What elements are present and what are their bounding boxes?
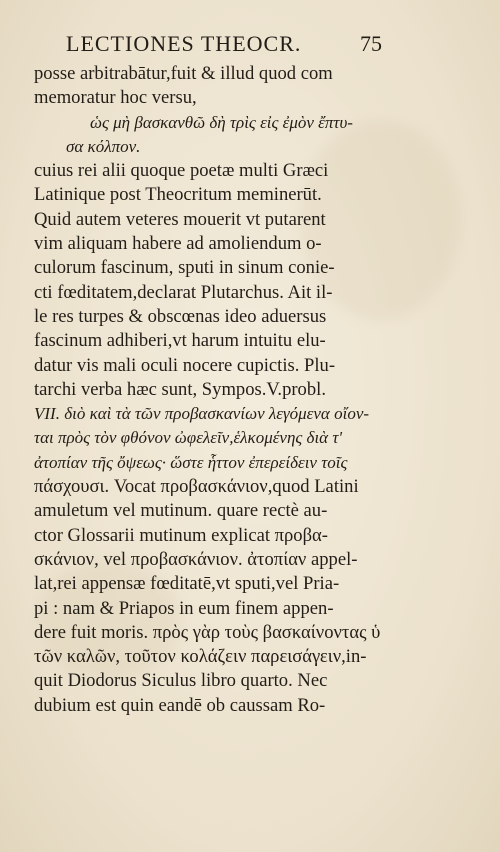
text-line: πάσχουσι. Vocat προβασκάνιον,quod Latini <box>34 476 359 498</box>
greek-quote-line: ται πρὸς τὸν φθόνον ὠφελεῖν,ἑλκομένης διὰ τ' <box>34 428 343 448</box>
text-line: dubium est quin eandē ob caussam Ro- <box>34 694 326 716</box>
text-line: Latinique post Theocritum meminerūt. <box>34 184 322 206</box>
text-line: cuius rei alii quoque poetæ multi Græci <box>34 160 329 182</box>
text-line: posse arbitrabātur,fuit & illud quod com <box>34 63 333 84</box>
text-line: ctor Glossarii mutinum explicat προβα- <box>34 524 328 546</box>
greek-quote-line: ἀτοπίαν τῆς ὄψεως· ὥστε ἧττον ἐπερείδειν τοῖς <box>34 452 348 472</box>
text-line: τῶν καλῶν, τοῦτον κολάζειν παρεισάγειν,in- <box>34 646 367 668</box>
text-line: tarchi verba hæc sunt, Sympos.V.probl. <box>34 378 326 400</box>
greek-verse-line: σα κόλπον. <box>66 136 141 156</box>
text-line: lat,rei appensæ fœditatē,vt sputi,vel Pria- <box>34 573 340 595</box>
text-line: culorum fascinum, sputi in sinum conie- <box>34 257 335 279</box>
greek-quote-line: VII. διὸ καὶ τὰ τῶν προβασκανίων λεγόμενα οἴον- <box>34 404 370 424</box>
text-line: amuletum vel mutinum. quare rectè au- <box>34 500 328 522</box>
text-line: quit Diodorus Siculus libro quarto. Nec <box>34 670 328 692</box>
text-line: dere fuit moris. πρὸς γὰρ τοὺς βασκαίνοντας ὑ <box>34 621 381 643</box>
text-line: fascinum adhiberi,vt harum intuitu elu- <box>34 330 326 352</box>
greek-verse-line: ὡς μὴ βασκανθῶ δὴ τρὶς εἰς ἐμὸν ἔπτυ- <box>90 112 353 132</box>
page-number: 75 <box>360 31 382 56</box>
text-line: σκάνιον, vel προβασκάνιον. ἀτοπίαν appel- <box>34 548 358 570</box>
text-line: vim aliquam habere ad amoliendum o- <box>34 233 322 255</box>
text-line: datur vis mali oculi nocere cupictis. Plu- <box>34 354 336 376</box>
text-line: le res turpes & obscœnas ideo aduersus <box>34 305 327 327</box>
text-line: memoratur hoc versu, <box>34 87 197 109</box>
running-head <box>66 30 382 58</box>
text-line: pi : nam & Priapos in eum finem appen- <box>34 597 334 619</box>
body-text <box>34 62 394 718</box>
text-line: Quid autem veteres mouerit vt putarent <box>34 208 326 230</box>
text-line: cti fœditatem,declarat Plutarchus. Ait il- <box>34 281 333 303</box>
running-title: LECTIONES THEOCR. <box>66 31 302 56</box>
